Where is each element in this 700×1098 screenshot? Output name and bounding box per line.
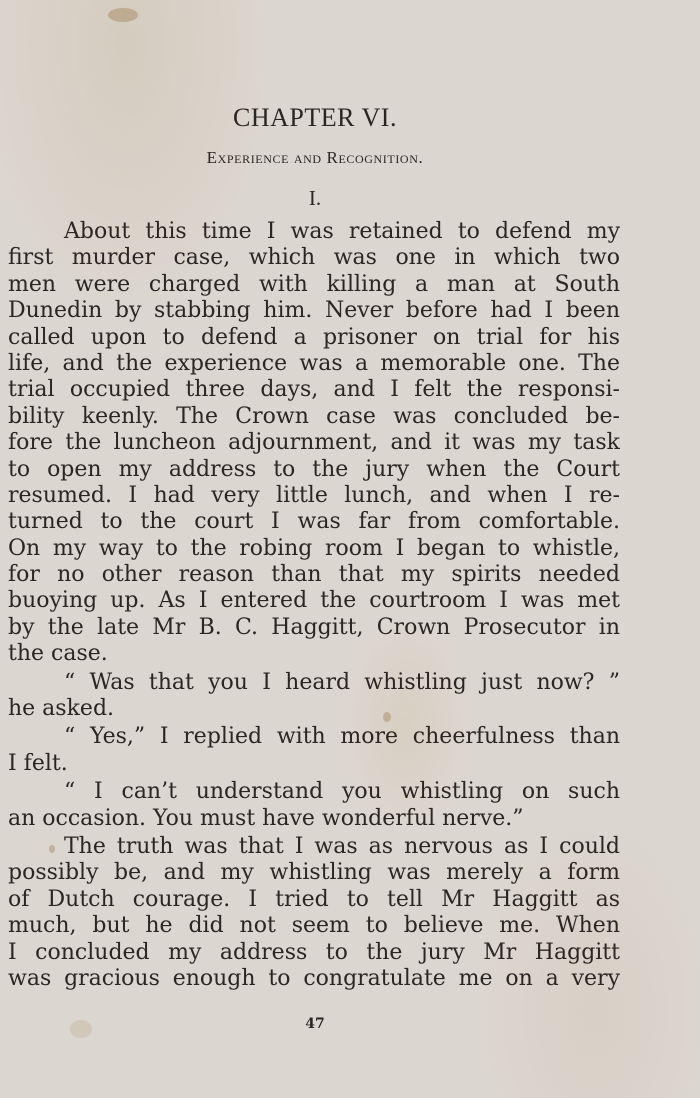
text-line: of Dutch courage. I tried to tell Mr Haggitt as — [8, 886, 620, 912]
text-line: an occasion. You must have wonderful nerve.” — [8, 805, 524, 831]
text-line: life, and the experience was a memorable one. The — [8, 350, 620, 376]
text-line: resumed. I had very little lunch, and when I re- — [8, 482, 620, 508]
text-line: he asked. — [8, 696, 115, 722]
text-line: by the late Mr B. C. Haggitt, Crown Prosecutor in — [8, 614, 620, 640]
text-line: I concluded my address to the jury Mr Haggitt — [8, 939, 620, 965]
text-line: On my way to the robing room I began to whistle, — [8, 535, 620, 561]
text-line: first murder case, which was one in which two — [8, 245, 620, 271]
text-line: bility keenly. The Crown case was concluded be- — [8, 403, 620, 429]
section-number: I. — [308, 186, 322, 210]
text-line: trial occupied three days, and I felt the responsi- — [8, 377, 620, 403]
paper-stain — [108, 8, 138, 22]
text-line: much, but he did not seem to believe me. When — [8, 913, 620, 939]
text-line: the case. — [8, 641, 108, 667]
body-text — [8, 219, 620, 992]
chapter-subtitle: Experience and Recognition. — [206, 148, 424, 167]
text-line: to open my address to the jury when the Court — [8, 456, 620, 482]
text-line: About this time I was retained to defend my — [64, 219, 620, 244]
text-line: The truth was that I was as nervous as I could — [64, 833, 620, 859]
text-line: called upon to defend a prisoner on trial for his — [8, 324, 620, 350]
text-line: was gracious enough to congratulate me on a very — [8, 965, 620, 991]
text-line: possibly be, and my whistling was merely a form — [8, 860, 620, 886]
text-line: men were charged with killing a man at South — [8, 271, 620, 297]
text-line: Dunedin by stabbing him. Never before had I been — [8, 298, 620, 324]
text-line: fore the luncheon adjournment, and it was my task — [8, 430, 620, 456]
text-line: “ Yes,” I replied with more cheerfulness than — [64, 724, 620, 750]
text-line: “ I can’t understand you whistling on such — [64, 779, 620, 805]
page-number: 47 — [305, 1016, 325, 1032]
text-line: for no other reason than that my spirits needed — [8, 562, 620, 588]
text-line: “ Was that you I heard whistling just now? ” — [64, 669, 620, 695]
text-line: I felt. — [8, 750, 68, 776]
text-line: buoying up. As I entered the courtroom I was met — [8, 588, 620, 614]
chapter-heading: CHAPTER VI. — [233, 103, 397, 132]
text-line: turned to the court I was far from comfortable. — [8, 509, 620, 535]
